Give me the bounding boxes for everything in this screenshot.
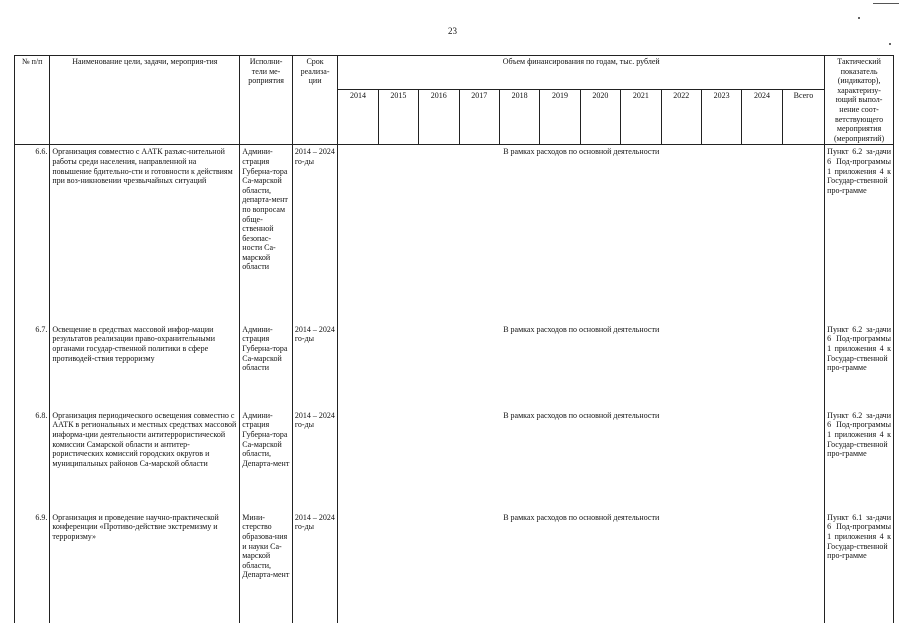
total-header: Всего (782, 89, 824, 145)
row-financing: В рамках расходов по основной деятельности (338, 511, 825, 623)
row-name: Освещение в средствах массовой инфор-мации результатов реализации право-охранительными органами государ-ственной политики в сфере противодей-ствия терроризму (50, 323, 240, 409)
year-header: 2022 (661, 89, 701, 145)
row-indicator: Пункт 6.2 за-дачи 6 Под-программы 1 приложения 4 к Государ-ственной про-грамме (825, 145, 894, 323)
row-financing: В рамках расходов по основной деятельности (338, 409, 825, 511)
year-header: 2024 (742, 89, 782, 145)
row-executors: Мини-стерство образова-ния и науки Са-марской области, Департа-мент (240, 511, 293, 623)
table-row (15, 145, 894, 323)
scan-dot (889, 43, 891, 45)
row-indicator: Пункт 6.2 за-дачи 6 Под-программы 1 приложения 4 к Государ-ственной про-грамме (825, 323, 894, 409)
row-financing: В рамках расходов по основной деятельности (338, 145, 825, 323)
year-header: 2019 (540, 89, 580, 145)
row-term: 2014 – 2024 го-ды (292, 323, 337, 409)
corner-line-mark (873, 3, 899, 4)
year-header: 2015 (378, 89, 418, 145)
row-executors: Админи-страция Губерна-тора Са-марской области (240, 323, 293, 409)
year-header: 2023 (701, 89, 741, 145)
row-name: Организация совместно с ААТК разъяс-нительной работы среди населения, направленной на повышение бдительно-сти и готовности к действиям при воз-никновении чрезвычайных ситуаций (50, 145, 240, 323)
year-header: 2018 (499, 89, 539, 145)
header-executors: Исполни-тели ме-роприятия (240, 56, 293, 145)
row-name: Организация и проведение научно-практической конференции «Противо-действие экстремизму и терроризму» (50, 511, 240, 623)
header-row (15, 56, 894, 90)
header-indicator: Тактический показатель (индикатор), характеризу-ющий выпол-нение соот-ветствующего мероприятия (мероприятий) (825, 56, 894, 145)
row-term: 2014 – 2024 го-ды (292, 145, 337, 323)
table-row (15, 511, 894, 623)
row-indicator: Пункт 6.2 за-дачи 6 Под-программы 1 приложения 4 к Государ-ственной про-грамме (825, 409, 894, 511)
row-num: 6.9. (15, 511, 50, 623)
row-num: 6.8. (15, 409, 50, 511)
row-num: 6.6. (15, 145, 50, 323)
row-indicator: Пункт 6.1 за-дачи 6 Под-программы 1 приложения 4 к Государ-ственной про-грамме (825, 511, 894, 623)
row-num: 6.7. (15, 323, 50, 409)
row-executors: Админи-страция Губерна-тора Са-марской области, департа-мент по вопросам обще-ственной безопас-ности Са-марской области (240, 145, 293, 323)
measures-table (14, 55, 894, 623)
header-num: № п/п (15, 56, 50, 145)
page-number: 23 (448, 26, 457, 36)
header-term: Срок реализа-ции (292, 56, 337, 145)
row-term: 2014 – 2024 го-ды (292, 511, 337, 623)
row-name: Организация периодического освещения совместно с ААТК в региональных и местных средствах массовой информа-ции деятельности антитеррористической комиссии Самарской области и антитер-рористических комиссий городских округов и муниципальных районов Са-марской области (50, 409, 240, 511)
header-finance: Объем финансирования по годам, тыс. рублей (338, 56, 825, 90)
table-row (15, 323, 894, 409)
scan-dot (858, 17, 860, 19)
year-header: 2021 (621, 89, 661, 145)
row-executors: Админи-страция Губерна-тора Са-марской области, Департа-мент (240, 409, 293, 511)
table-row (15, 409, 894, 511)
year-header: 2016 (419, 89, 459, 145)
row-financing: В рамках расходов по основной деятельности (338, 323, 825, 409)
header-name: Наименование цели, задачи, мероприя-тия (50, 56, 240, 145)
year-header: 2014 (338, 89, 378, 145)
row-term: 2014 – 2024 го-ды (292, 409, 337, 511)
year-header: 2020 (580, 89, 620, 145)
year-header: 2017 (459, 89, 499, 145)
